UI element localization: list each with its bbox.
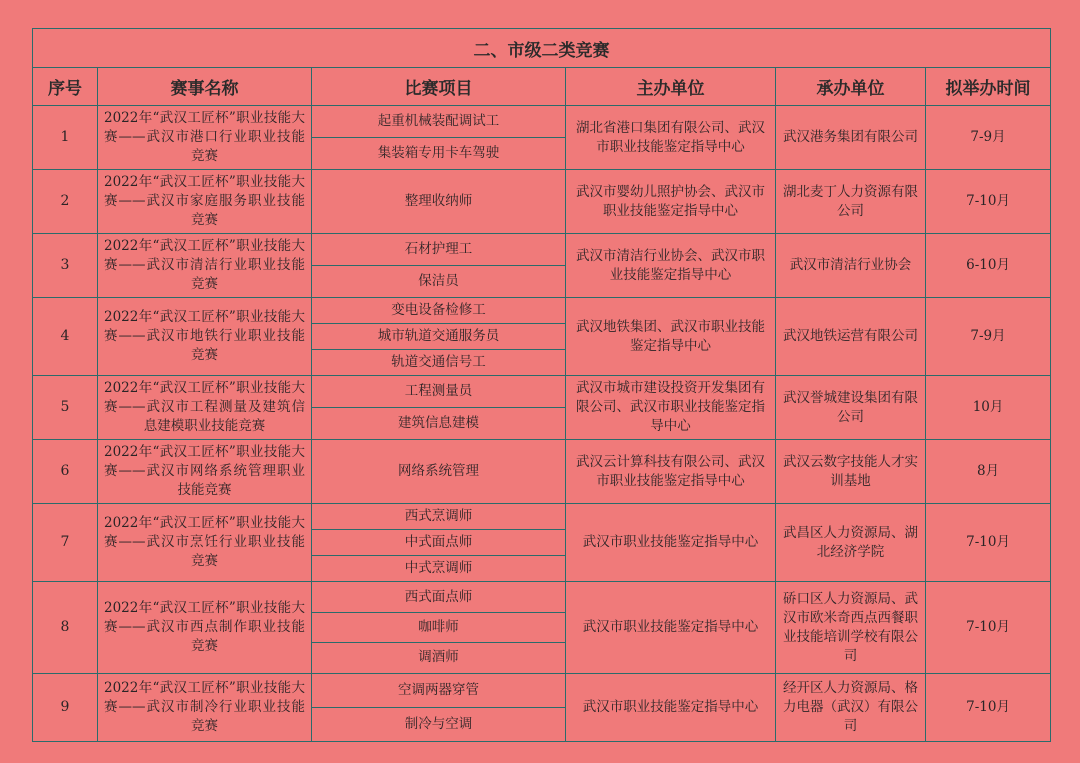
row-number: 3 — [33, 234, 98, 298]
host-unit: 湖北省港口集团有限公司、武汉市职业技能鉴定指导中心 — [566, 106, 776, 170]
project-cell — [312, 674, 566, 742]
project-cell — [312, 376, 566, 440]
table-row — [33, 674, 1051, 742]
header-row — [33, 68, 1051, 106]
organizer-unit: 武汉市清洁行业协会 — [776, 234, 926, 298]
project-item: 整理收纳师 — [404, 193, 473, 209]
project-list — [312, 441, 565, 503]
project-item: 起重机械装配调试工 — [377, 113, 500, 130]
event-time: 7-10月 — [926, 170, 1051, 234]
project-list — [312, 377, 565, 439]
table-row — [33, 106, 1051, 170]
project-item: 石材护理工 — [404, 241, 473, 258]
event-name: 2022年“武汉工匠杯”职业技能大赛——武汉市地铁行业职业技能竞赛 — [98, 298, 312, 376]
table-row — [33, 170, 1051, 234]
project-cell — [312, 234, 566, 298]
organizer-unit: 武昌区人力资源局、湖北经济学院 — [776, 504, 926, 582]
project-item: 轨道交通信号工 — [312, 349, 565, 375]
organizer-unit: 武汉地铁运营有限公司 — [776, 298, 926, 376]
event-name: 2022年“武汉工匠杯”职业技能大赛——武汉市港口行业职业技能竞赛 — [98, 106, 312, 170]
host-unit: 武汉市职业技能鉴定指导中心 — [566, 582, 776, 674]
row-number: 2 — [33, 170, 98, 234]
table-row — [33, 440, 1051, 504]
host-unit: 武汉市婴幼儿照护协会、武汉市职业技能鉴定指导中心 — [566, 170, 776, 234]
project-item: 西式面点师 — [404, 588, 473, 605]
project-item: 西式烹调师 — [404, 508, 473, 525]
event-time: 7-10月 — [926, 504, 1051, 582]
header-host: 主办单位 — [566, 68, 776, 106]
header-organizer: 承办单位 — [776, 68, 926, 106]
event-name: 2022年“武汉工匠杯”职业技能大赛——武汉市工程测量及建筑信息建模职业技能竞赛 — [98, 376, 312, 440]
project-item: 中式烹调师 — [312, 555, 565, 581]
project-item: 工程测量员 — [404, 383, 473, 400]
row-number: 4 — [33, 298, 98, 376]
event-time: 10月 — [926, 376, 1051, 440]
competition-table-sheet — [32, 28, 1050, 742]
row-number: 8 — [33, 582, 98, 674]
event-name: 2022年“武汉工匠杯”职业技能大赛——武汉市家庭服务职业技能竞赛 — [98, 170, 312, 234]
host-unit: 武汉市职业技能鉴定指导中心 — [566, 674, 776, 742]
row-number: 9 — [33, 674, 98, 742]
row-number: 6 — [33, 440, 98, 504]
project-cell — [312, 106, 566, 170]
event-name: 2022年“武汉工匠杯”职业技能大赛——武汉市西点制作职业技能竞赛 — [98, 582, 312, 674]
event-name: 2022年“武汉工匠杯”职业技能大赛——武汉市烹饪行业职业技能竞赛 — [98, 504, 312, 582]
organizer-unit: 武汉云数字技能人才实训基地 — [776, 440, 926, 504]
project-item: 城市轨道交通服务员 — [312, 323, 565, 349]
event-name: 2022年“武汉工匠杯”职业技能大赛——武汉市清洁行业职业技能竞赛 — [98, 234, 312, 298]
event-time: 7-9月 — [926, 298, 1051, 376]
project-item: 变电设备检修工 — [391, 302, 486, 319]
organizer-unit: 硚口区人力资源局、武汉市欧米奇西点西餐职业技能培训学校有限公司 — [776, 582, 926, 674]
project-item: 制冷与空调 — [312, 707, 565, 741]
event-time: 8月 — [926, 440, 1051, 504]
table-row — [33, 298, 1051, 376]
event-name: 2022年“武汉工匠杯”职业技能大赛——武汉市网络系统管理职业技能竞赛 — [98, 440, 312, 504]
header-no: 序号 — [33, 68, 98, 106]
row-number: 5 — [33, 376, 98, 440]
project-cell — [312, 170, 566, 234]
table-row — [33, 376, 1051, 440]
project-cell — [312, 582, 566, 674]
row-number: 7 — [33, 504, 98, 582]
project-list — [312, 107, 565, 169]
event-time: 6-10月 — [926, 234, 1051, 298]
host-unit: 武汉市职业技能鉴定指导中心 — [566, 504, 776, 582]
table-row — [33, 582, 1051, 674]
project-list — [312, 235, 565, 297]
project-item: 网络系统管理 — [398, 463, 479, 479]
project-item: 集装箱专用卡车驾驶 — [312, 137, 565, 169]
project-list — [312, 675, 565, 741]
host-unit: 武汉市城市建设投资开发集团有限公司、武汉市职业技能鉴定指导中心 — [566, 376, 776, 440]
project-item: 建筑信息建模 — [312, 407, 565, 439]
competition-table — [32, 28, 1051, 742]
row-number: 1 — [33, 106, 98, 170]
header-time: 拟举办时间 — [926, 68, 1051, 106]
header-project: 比赛项目 — [312, 68, 566, 106]
host-unit: 武汉云计算科技有限公司、武汉市职业技能鉴定指导中心 — [566, 440, 776, 504]
host-unit: 武汉地铁集团、武汉市职业技能鉴定指导中心 — [566, 298, 776, 376]
table-title: 二、市级二类竞赛 — [33, 29, 1051, 68]
event-time: 7-9月 — [926, 106, 1051, 170]
project-item: 咖啡师 — [312, 612, 565, 642]
project-item: 空调两器穿管 — [398, 682, 479, 699]
project-list — [312, 583, 565, 673]
project-list — [312, 171, 565, 233]
project-cell — [312, 440, 566, 504]
table-row — [33, 234, 1051, 298]
header-event-name: 赛事名称 — [98, 68, 312, 106]
host-unit: 武汉市清洁行业协会、武汉市职业技能鉴定指导中心 — [566, 234, 776, 298]
organizer-unit: 湖北麦丁人力资源有限公司 — [776, 170, 926, 234]
event-name: 2022年“武汉工匠杯”职业技能大赛——武汉市制冷行业职业技能竞赛 — [98, 674, 312, 742]
organizer-unit: 经开区人力资源局、格力电器（武汉）有限公司 — [776, 674, 926, 742]
event-time: 7-10月 — [926, 674, 1051, 742]
project-item: 中式面点师 — [312, 529, 565, 555]
project-cell — [312, 298, 566, 376]
project-item: 保洁员 — [312, 265, 565, 297]
project-list — [312, 299, 565, 375]
event-time: 7-10月 — [926, 582, 1051, 674]
table-row — [33, 504, 1051, 582]
project-list — [312, 505, 565, 581]
project-cell — [312, 504, 566, 582]
organizer-unit: 武汉港务集团有限公司 — [776, 106, 926, 170]
organizer-unit: 武汉誉城建设集团有限公司 — [776, 376, 926, 440]
project-item: 调酒师 — [312, 642, 565, 672]
